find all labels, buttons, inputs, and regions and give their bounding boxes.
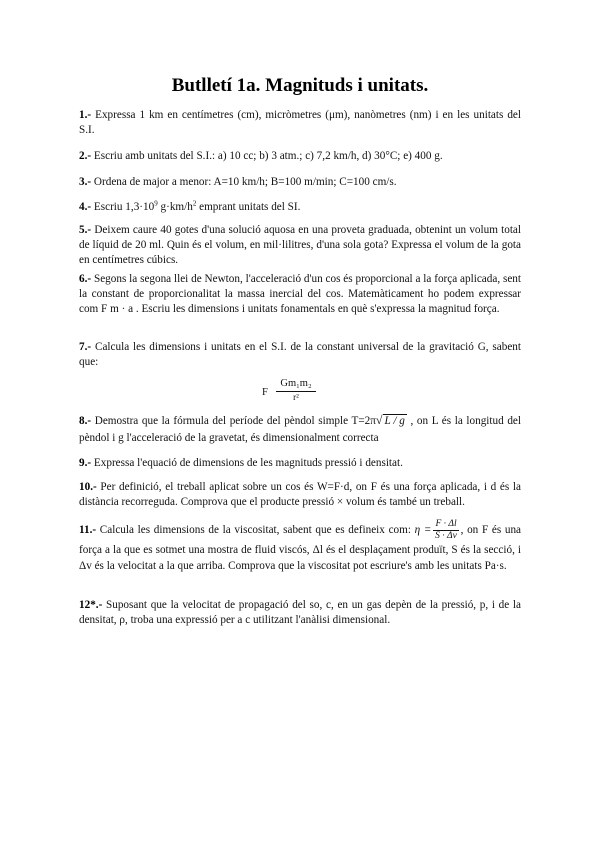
- question-text: g·km/h: [157, 201, 193, 213]
- question-number: 2.-: [79, 150, 92, 162]
- question-number: 4.-: [79, 201, 92, 213]
- question-text: Suposant que la velocitat de propagació del so, c, en un gas depèn de la pressió, p, i de la densitat, ρ, troba una expressió per a c utilitzant l'anàlisi dimensional.: [79, 599, 521, 626]
- gravity-equation: [262, 378, 342, 408]
- question-4: [79, 200, 521, 215]
- question-number: 9.-: [79, 457, 92, 469]
- equation-fraction: [276, 378, 316, 402]
- equation-lhs: η =: [414, 524, 432, 537]
- question-text: Segons la segona llei de Newton, l'acceleració d'un cos és proporcional a la força aplicada, sent la constant de proporcionalitat la massa inercial del cos. Matemàticament ho podem expressar com F m · a . Escriu les dimensions i unitats fonamentals en què s'expressa la magnitud força.: [79, 273, 521, 315]
- question-text: Escriu amb unitats del S.I.: a) 10 cc; b) 3 atm.; c) 7,2 km/h, d) 30°C; e) 400 g.: [93, 150, 443, 162]
- question-8: 8.- Demostra que la fórmula del període del pèndol simple T=2π√ L / g , on L és la longitud del pèndol i g l'acceleració de la gravetat, és dimensionalment correcta: [79, 413, 522, 444]
- exponent: 9: [154, 199, 158, 208]
- question-5: [79, 223, 521, 268]
- question-text: , on L és la longitud del pèndol i g l'acceleració de la gravetat, és dimensionalment correcta: [79, 415, 522, 444]
- question-1: [79, 108, 521, 138]
- question-3: [79, 175, 521, 190]
- question-text: emprant unitats del SI.: [196, 201, 301, 213]
- question-text: Demostra que la fórmula del període del pèndol simple T=2π: [94, 415, 376, 427]
- question-9: [79, 456, 521, 471]
- equation-denominator: r²: [293, 392, 299, 402]
- question-number: 3.-: [79, 176, 92, 188]
- question-number: 11.-: [79, 524, 97, 537]
- question-number: 10.-: [79, 481, 97, 493]
- question-text: , on F és una força a la que es sotmet una mostra de fluid viscós, Δl és el desplaçament produït, S és la secció, i Δv és la velocitat a la que arriba. Comprova que la viscositat pot escriure's amb les unitats Pa·s.: [79, 524, 522, 572]
- question-text: Deixem caure 40 gotes d'una solució aquosa en una proveta graduada, obtenint un volum total de líquid de 20 ml. Quin és el volum, en mil·lilitres, d'una sola gota? Expressa el volum de la gota en centímetres cúbics.: [79, 224, 521, 266]
- equation-numerator: F · Δl: [435, 519, 457, 529]
- question-text: Calcula les dimensions de la viscositat, sabent que es defineix com:: [99, 524, 411, 537]
- exponent: 2: [192, 199, 197, 208]
- question-10: [79, 480, 521, 510]
- question-11: [79, 519, 521, 574]
- question-number: 6.-: [79, 273, 92, 285]
- question-text: Expressa l'equació de dimensions de les magnituds pressió i densitat.: [93, 457, 403, 469]
- question-text: Ordena de major a menor: A=10 km/h; B=100 m/min; C=100 cm/s.: [93, 176, 397, 188]
- question-12: [79, 598, 521, 628]
- sqrt-expression: L / g: [384, 415, 405, 427]
- equation-denominator: S · Δv: [435, 531, 457, 541]
- question-text: Expressa 1 km en centímetres (cm), micròmetres (μm), nanòmetres (nm) i en les unitats del S.I.: [79, 109, 522, 136]
- equation-lhs: F: [262, 387, 268, 398]
- question-number: 7.-: [79, 341, 92, 353]
- question-number: 8.-: [79, 415, 92, 427]
- question-number: 12*.-: [79, 599, 103, 611]
- question-text: Per definició, el treball aplicat sobre un cos és W=F·d, on F és una força aplicada, i d és la distància recorreguda. Comprova que el producte pressió × volum és també un treball.: [79, 481, 522, 508]
- question-6: [79, 272, 521, 317]
- question-number: 5.-: [79, 224, 92, 236]
- question-text: Escriu 1,3·10: [93, 201, 155, 213]
- equation-numerator: Gm₁m₂: [276, 378, 316, 392]
- page-title: Butlletí 1a. Magnituds i unitats.: [171, 75, 429, 96]
- viscosity-fraction: [433, 519, 458, 542]
- question-2: [79, 149, 521, 164]
- question-number: 1.-: [79, 109, 92, 121]
- question-text: Calcula les dimensions i unitats en el S.I. de la constant universal de la gravitació G, sabent que:: [79, 341, 522, 368]
- question-7: [79, 340, 521, 370]
